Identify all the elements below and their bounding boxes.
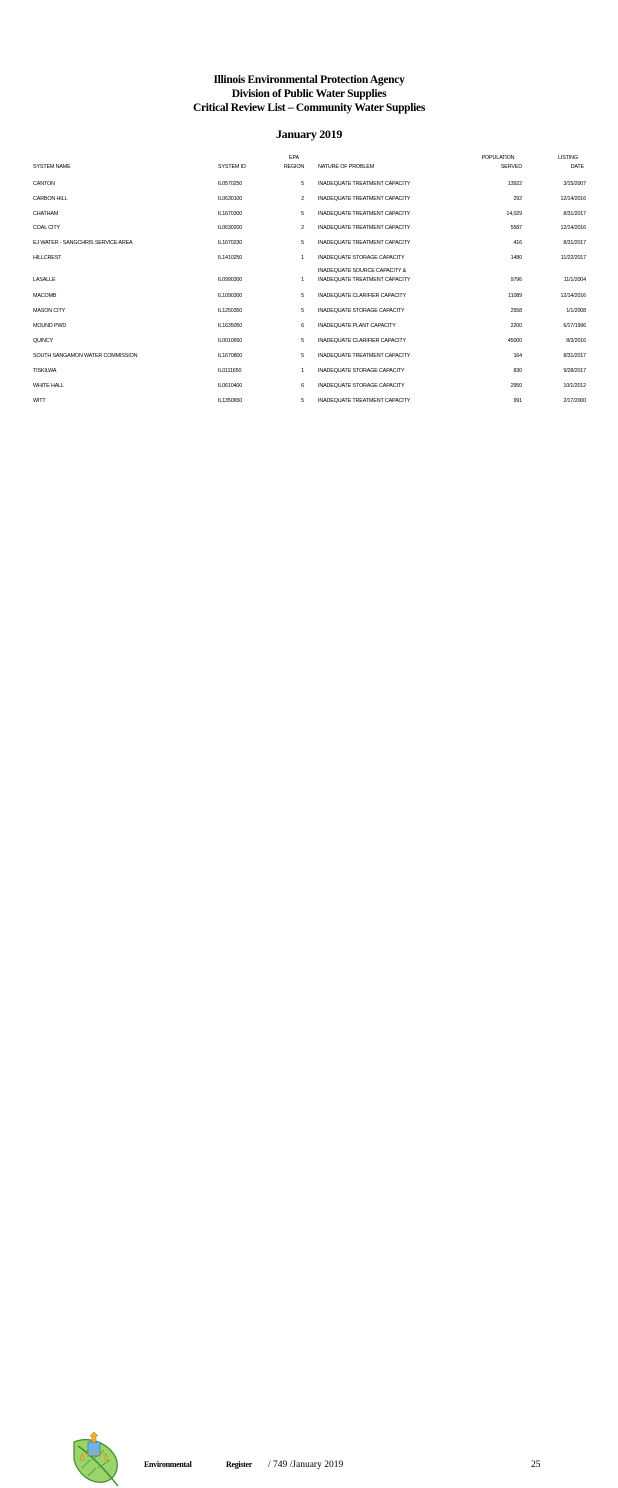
footer-issue: / 749 /January 2019 [268,1460,344,1470]
row-population-served: 9796 [510,277,522,283]
row-system-name: MACOMB [33,293,57,299]
row-system-id: IL0111650 [218,368,242,374]
row-system-id: IL1670800 [218,353,243,359]
row-listing-date: 1/1/2008 [566,308,586,314]
row-epa-region: 5 [301,338,304,344]
row-system-id: IL1670230 [218,240,243,246]
row-system-name: SOUTH SANGAMON WATER COMMISSION [33,353,138,359]
critical-review-table [0,0,618,420]
row-listing-date: 8/31/2017 [563,353,586,359]
row-system-id: IL0570250 [218,181,243,187]
row-nature-of-problem: INADEQUATE STORAGE CAPACITY [318,255,405,261]
footer-page-number: 25 [531,1460,541,1470]
row-system-id: IL0630100 [218,196,243,202]
row-population-served: 14,029 [506,211,522,217]
col-header-served: SERVED [500,164,522,170]
row-epa-region: 6 [301,383,304,389]
row-system-id: IL0010650 [218,338,243,344]
row-listing-date: 8/3/2016 [566,338,586,344]
row-population-served: 2200 [510,323,522,329]
row-population-served: 292 [513,196,522,202]
row-system-name: CHATHAM [33,211,59,217]
footer-register: Register [226,1460,253,1469]
list-title: Critical Review List – Community Water Supplies [192,102,426,114]
environmental-register-leaf-logo [68,1430,124,1488]
footer-publication: Environmental [144,1460,192,1469]
row-nature-of-problem: INADEQUATE TREATMENT CAPACITY [318,211,411,217]
col-header-nature: NATURE OF PROBLEM [318,164,375,170]
row-epa-region: 2 [301,225,304,231]
row-system-name: CANTON [33,181,55,187]
row-system-id: IL0610400 [218,383,243,389]
row-epa-region: 1 [301,255,304,261]
row-nature-of-problem: INADEQUATE STORAGE CAPACITY [318,368,405,374]
row-listing-date: 11/1/2004 [563,277,586,283]
row-nature-of-problem: INADEQUATE TREATMENT CAPACITY [318,225,411,231]
page-footer [0,715,618,1470]
row-epa-region: 6 [301,323,304,329]
row-system-id: IL1635050 [218,323,243,329]
row-epa-region: 1 [301,368,304,374]
row-epa-region: 5 [301,240,304,246]
row-system-name: COAL CITY [33,225,60,231]
row-system-id: IL1090300 [218,293,243,299]
row-system-name: MOUND PWD [33,323,67,329]
row-system-id: IL1410250 [218,255,243,261]
division-title: Division of Public Water Supplies [231,88,387,100]
row-nature-of-problem: INADEQUATE CLARIFIER CAPACITY [318,338,407,344]
row-nature-of-problem: INADEQUATE TREATMENT CAPACITY [318,196,411,202]
row-epa-region: 5 [301,398,304,404]
row-system-name: TISKILWA [33,368,57,374]
row-nature-of-problem: INADEQUATE PLANT CAPACITY [318,323,396,329]
row-nature-of-problem: INADEQUATE TREATMENT CAPACITY [318,398,411,404]
row-epa-region: 1 [301,277,304,283]
row-population-served: 2950 [510,383,522,389]
row-system-name: HILLCREST [33,255,62,261]
row-listing-date: 12/14/2016 [560,225,586,231]
col-header-date: DATE [570,164,584,170]
row-nature-of-problem: INADEQUATE TREATMENT CAPACITY [318,181,411,187]
row-epa-region: 2 [301,196,304,202]
row-listing-date: 10/1/2012 [563,383,586,389]
list-date: January 2019 [275,127,343,141]
row-listing-date: 11/22/2017 [560,255,586,261]
row-system-name: WITT [33,398,46,404]
row-listing-date: 8/31/2017 [563,211,586,217]
row-system-name: EJ WATER - SANGCHRIS SERVICE AREA [33,240,133,246]
row-nature-of-problem: INADEQUATE TREATMENT CAPACITY [318,240,411,246]
row-listing-date: 3/15/2007 [563,181,586,187]
row-population-served: 991 [513,398,522,404]
row-system-id: IL0630200 [218,225,243,231]
row-nature-of-problem: INADEQUATE TREATMENT CAPACITY [318,277,411,283]
col-header-region: REGION [283,164,305,170]
row-listing-date: 9/28/2017 [563,368,586,374]
col-header-system-id: SYSTEM ID [218,164,246,170]
row-system-id: IL0990300 [218,277,243,283]
row-epa-region: 5 [301,293,304,299]
agency-title: Illinois Environmental Protection Agency [213,74,405,86]
row-system-name: LASALLE [33,277,56,283]
row-population-served: 13922 [507,181,522,187]
row-nature-of-problem: INADEQUATE STORAGE CAPACITY [318,308,405,314]
row-population-served: 11089 [508,293,522,299]
row-listing-date: 12/14/2016 [560,293,586,299]
row-listing-date: 12/14/2016 [560,196,586,202]
row-population-served: 416 [513,240,522,246]
row-system-id: IL1250350 [218,308,243,314]
row-nature-of-problem: INADEQUATE TREATMENT CAPACITY [318,353,411,359]
row-system-name: QUINCY [33,338,54,344]
row-system-id: IL1670300 [218,211,243,217]
row-listing-date: 2/17/2000 [563,398,586,404]
col-header-epa: EPA [289,155,299,161]
row-nature-of-problem-line1: INADEQUATE SOURCE CAPACITY & [318,268,407,274]
row-population-served: 1480 [510,255,522,261]
row-system-name: MASON CITY [33,308,66,314]
row-epa-region: 5 [301,308,304,314]
row-epa-region: 5 [301,353,304,359]
col-header-population: POPULATION [481,155,515,161]
row-system-name: CARBON HILL [33,196,68,202]
col-header-system-name: SYSTEM NAME [33,164,71,170]
row-population-served: 830 [513,368,522,374]
row-nature-of-problem: INADEQUATE CLARIFIER CAPACITY [318,293,407,299]
row-nature-of-problem: INADEQUATE STORAGE CAPACITY [318,383,405,389]
row-population-served: 164 [513,353,522,359]
row-population-served: 5587 [510,225,522,231]
col-header-listing: LISTING [558,155,578,161]
row-population-served: 45000 [507,338,522,344]
row-system-id: IL1350650 [218,398,243,404]
row-listing-date: 6/17/1996 [563,323,586,329]
row-epa-region: 5 [301,211,304,217]
row-epa-region: 5 [301,181,304,187]
row-system-name: WHITE HALL [33,383,64,389]
row-listing-date: 8/31/2017 [563,240,586,246]
row-population-served: 2558 [510,308,522,314]
